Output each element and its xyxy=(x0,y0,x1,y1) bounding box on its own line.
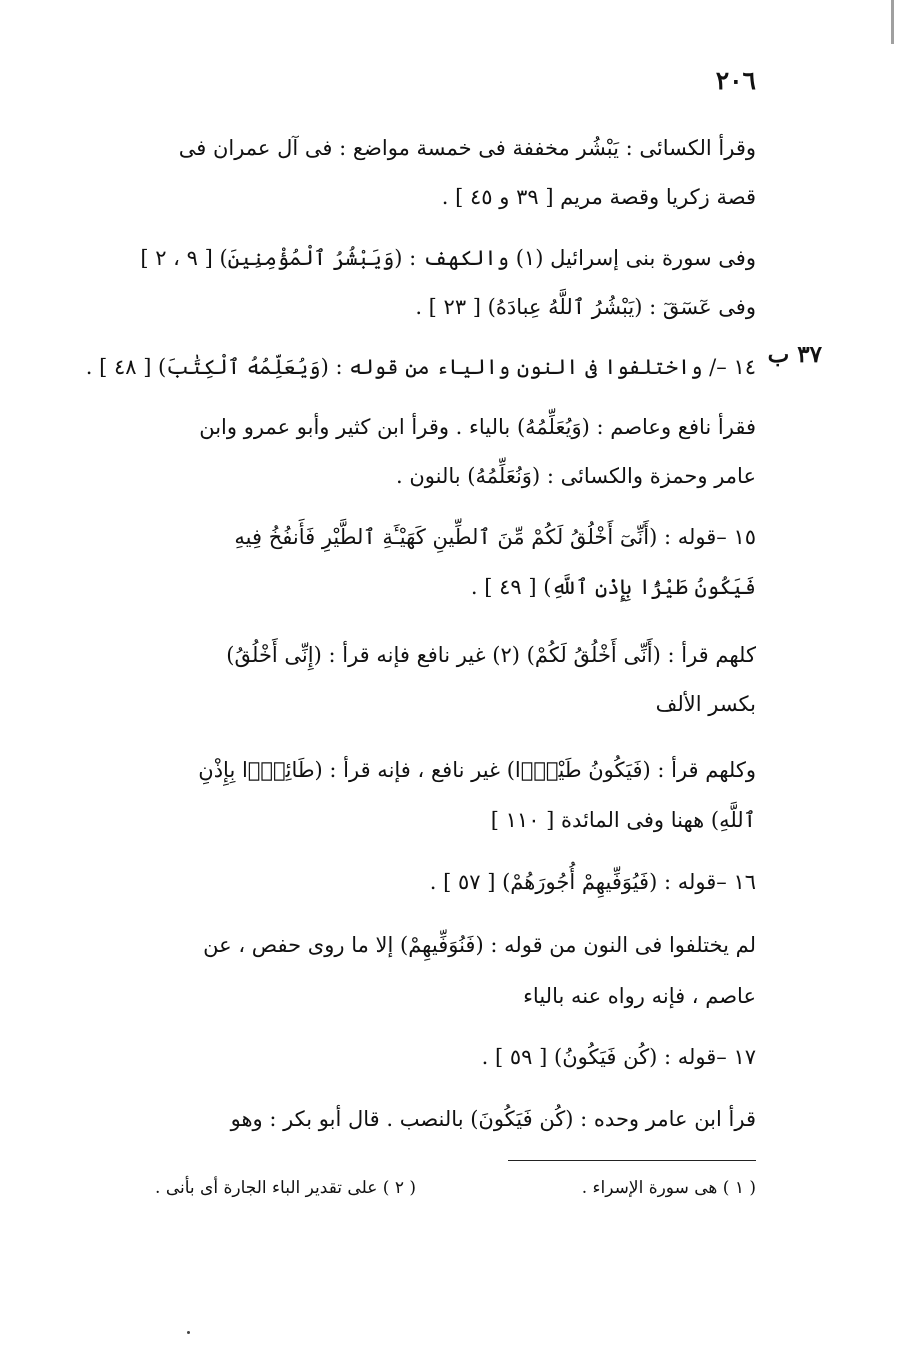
text-line: ١٧ –قوله : (كُن فَيَكُونُ) [ ٥٩ ] . xyxy=(481,1045,756,1069)
text-line: وكلهم قرأ : (فَيَكُونُ طَيْرًۢا) غير نافع ، فإنه قرأ : (طَائِرًۢا بِإِذْنِ xyxy=(198,758,756,782)
text-line: عاصم ، فإنه رواه عنه بالياء xyxy=(523,984,756,1008)
text-line: ١٦ –قوله : (فَيُوَفِّيهِمْ أُجُورَهُمْ) [ ٥٧ ] . xyxy=(429,870,756,894)
footnote-separator xyxy=(508,1160,756,1161)
text-line: وقرأ الكسائى : يَبْشُر مخففة فى خمسة مواضع : فى آل عمران فى xyxy=(178,136,756,160)
page-number: ٢٠٦ xyxy=(715,66,756,95)
scan-speck xyxy=(187,1331,190,1334)
text-line: بكسر الألف xyxy=(655,692,756,716)
text-line: قصة زكريا وقصة مريم [ ٣٩ و ٤٥ ] . xyxy=(441,185,756,209)
text-line: فَيَكُونُ طَيْرًۢا بِإِذْنِ ٱللَّهِ) [ ٤٩ ] . xyxy=(470,575,756,599)
text-line: لم يختلفوا فى النون من قوله : (فَنُوَفِّيهِمْ) إلا ما روى حفص ، عن xyxy=(203,933,756,957)
text-line: ٱللَّهِ) ههنا وفى المائدة [ ١١٠ ] xyxy=(490,808,756,832)
text-line: وفى عٓسٓقٓ : (يَبْشُرُ ٱللَّهُ عِبادَهُ) [ ٢٣ ] . xyxy=(415,295,756,319)
text-line: ١٤ –/ واختلفوا فى النون والياء من قوله : (وَيُعَلِّمُهُ ٱلْكِتَٰبَ) [ ٤٨ ] . xyxy=(85,355,756,379)
scan-edge-mark xyxy=(891,0,894,44)
text-line: قرأ ابن عامر وحده : (كُن فَيَكُونَ) بالنصب . قال أبو بكر : وهو xyxy=(230,1107,756,1131)
footnote-2: ( ٢ ) على تقدير الباء الجارة أى بأنى . xyxy=(155,1178,416,1198)
text-line: ١٥ –قوله : (أَنِّىٓ أَخْلُقُ لَكُمْ مِّنَ ٱلطِّينِ كَهَيْـَٔةِ ٱلطَّيْرِ فَأَنفُخُ فِيهِ xyxy=(234,525,756,549)
footnote-1: ( ١ ) هى سورة الإسراء . xyxy=(581,1178,756,1198)
manuscript-folio-note: ٣٧ ب xyxy=(767,341,822,368)
text-line: وفى سورة بنى إسرائيل (١) والكهف : (وَيَبْشُرُ ٱلْمُؤْمِنِينَ) [ ٩ ، ٢ ] xyxy=(140,246,756,270)
text-line: كلهم قرأ : (أَنِّى أَخْلُقُ لَكُمْ) (٢) غير نافع فإنه قرأ : (إِنِّى أَخْلُقُ) xyxy=(226,643,756,667)
text-line: عامر وحمزة والكسائى : (وَنُعَلِّمُهُ) بالنون . xyxy=(396,464,756,488)
text-line: فقرأ نافع وعاصم : (وَيُعَلِّمُهُ) بالياء . وقرأ ابن كثير وأبو عمرو وابن xyxy=(199,415,756,439)
